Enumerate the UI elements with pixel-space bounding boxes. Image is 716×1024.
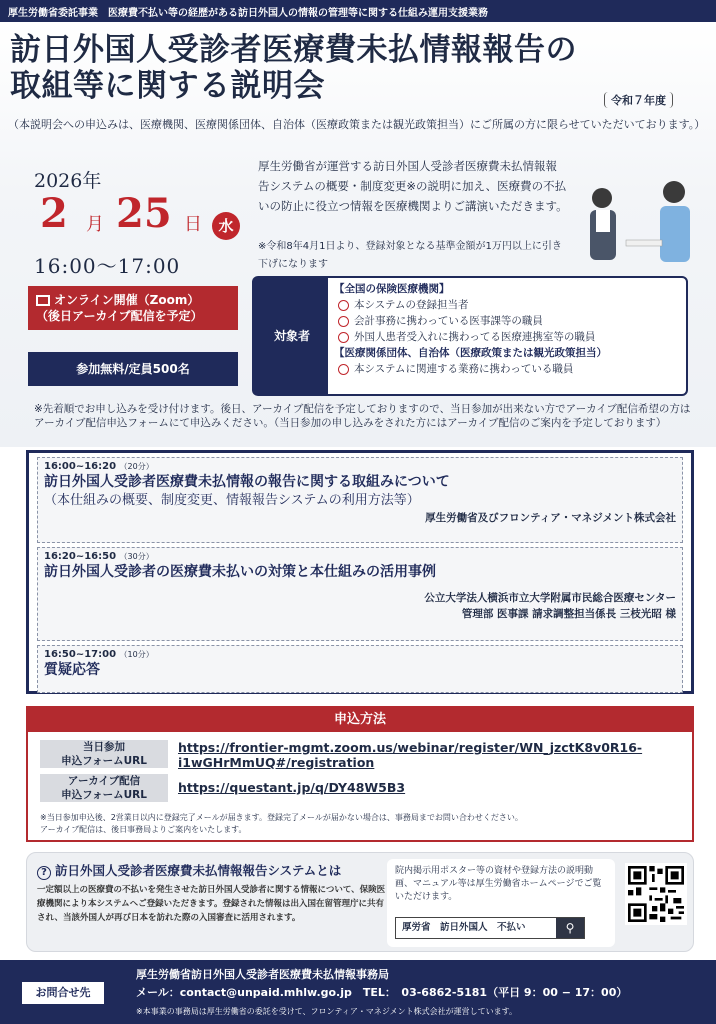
- event-date: [34, 190, 264, 242]
- footer-note: ※本事業の事務局は厚生労働省の委託を受けて、フロンティア・マネジメント株式会社が運営しています。: [136, 1007, 518, 1016]
- event-day-unit: 日: [184, 214, 202, 235]
- eligibility-note: （本説明会への申込みは、医療機関、医療関係団体、自治体（医療政策または観光政策担当）にご所属の方に限らせていただいております。）: [8, 118, 706, 131]
- online-badge: [28, 286, 238, 330]
- system-info-box: [26, 852, 694, 952]
- target-list: [326, 276, 688, 396]
- target-item: 会計事務に携わっている医事課等の職員: [334, 313, 680, 329]
- session-speaker: 厚生労働省及びフロンティア・マネジメント株式会社: [425, 512, 676, 524]
- event-weekday-badge: 水: [212, 212, 240, 240]
- session-title: 訪日外国人受診者の医療費未払いの対策と本仕組みの活用事例: [44, 564, 436, 580]
- search-text: 厚労省 訪日外国人 不払い: [402, 922, 526, 933]
- contact-label: お問合せ先: [22, 982, 104, 1004]
- monitor-icon: [36, 295, 50, 306]
- session-time: 16:20~16:50 （30分）: [44, 551, 154, 562]
- application-heading: 申込方法: [28, 708, 692, 732]
- target-item: 本システムの登録担当者: [334, 297, 680, 313]
- session-time: 16:00~16:20 （20分）: [44, 461, 154, 472]
- banner: 厚生労働省委託事業 医療費不払い等の経歴がある訪日外国人の情報の管理等に関する仕組み運用支援業務: [0, 0, 716, 22]
- event-description: 厚生労働省が運営する訪日外国人受診者医療費未払情報報告システムの概要・制度変更※の説明に加え、医療費の不払いの防止に役立つ情報を医療機関よりご講演いただきます。: [258, 159, 568, 213]
- target-group-2: 【医療関係団体、自治体（医療政策または観光政策担当）: [334, 347, 607, 359]
- system-description: 一定額以上の医療費の不払いを発生させた訪日外国人受診者に関する情報について、保険医療機関により本システムへご登録いただきます。登録された情報は出入国在留管理庁に共有され、当該外国人が再び日本を訪れた際の入国審査に活用されます。: [37, 885, 386, 923]
- event-time: 16:00〜17:00: [34, 254, 181, 278]
- session-item: [37, 645, 683, 693]
- resources-text: 院内掲示用ポスター等の資材や登録方法の説明動画、マニュアル等は厚生労働省ホームページでご覧いただけます。: [395, 866, 602, 902]
- session-speaker-title: 管理部 医事課 請求調整担当係長 三枝光昭 様: [461, 608, 676, 620]
- application-note: ※当日参加申込後、2営業日以内に登録完了メールが届きます。登録完了メールが届かない場合は、事務局までお問い合わせください。 アーカイブ配信は、後日事務局よりご案内をいたします。: [40, 813, 523, 834]
- resources-panel: [387, 859, 615, 947]
- session-item: [37, 547, 683, 641]
- online-label: オンライン開催（Zoom）: [54, 293, 200, 307]
- title-line-1: 訪日外国人受診者医療費未払情報報告の: [10, 32, 577, 68]
- target-item: 外国人患者受入れに携わってる医療連携室等の職員: [334, 329, 680, 345]
- event-description-note: ※令和8年4月1日より、登録対象となる基準金額が1万円以上に引き下げになります: [258, 241, 562, 270]
- event-month: 2: [40, 190, 68, 237]
- footer-contact: メール：contact@unpaid.mhlw.go.jp TEL： 03-6862-5181（平日 9：00 − 17：00）: [136, 986, 628, 999]
- title-line-2: 取組等に関する説明会: [10, 68, 325, 104]
- session-title: 質疑応答: [44, 662, 100, 678]
- archive-label: （後日アーカイブ配信を予定）: [36, 309, 203, 323]
- target-item: 本システムに関連する業務に携わっている職員: [334, 361, 680, 377]
- system-title: ? 訪日外国人受診者医療費未払情報報告システムとは: [37, 861, 341, 880]
- same-day-url-link[interactable]: https://frontier-mgmt.zoom.us/webinar/register/WN_jzctK8v0R16-i1wGHrMmUQ#/registration: [178, 740, 643, 770]
- target-label: 対象者: [252, 276, 332, 396]
- session-speaker: 公立大学法人横浜市立大学附属市民総合医療センター: [424, 592, 676, 604]
- same-day-label: 当日参加 申込フォームURL: [40, 740, 168, 768]
- event-month-unit: 月: [86, 214, 104, 235]
- question-icon: ?: [37, 866, 51, 880]
- footer-org: 厚生労働省訪日外国人受診者医療費未払情報事務局: [136, 968, 389, 981]
- session-item: [37, 457, 683, 543]
- session-title: 訪日外国人受診者医療費未払情報の報告に関する取組みについて: [44, 474, 450, 490]
- program-schedule: [26, 450, 694, 694]
- session-time: 16:50~17:00 （10分）: [44, 649, 154, 660]
- event-year: 2026年: [34, 170, 102, 192]
- qr-code-icon[interactable]: [625, 863, 687, 925]
- search-box[interactable]: [395, 917, 585, 939]
- archive-url-link[interactable]: https://questant.jp/q/DY48W5B3: [178, 780, 406, 795]
- archive-url-label: アーカイブ配信 申込フォームURL: [40, 774, 168, 802]
- fiscal-year-label: 令和７年度: [604, 92, 673, 108]
- people-illustration: [570, 170, 710, 270]
- event-day: 25: [116, 190, 172, 237]
- registration-note: ※先着順でお申し込みを受け付けます。後日、アーカイブ配信を予定しておりますので、当日参加が出来ない方でアーカイブ配信希望の方はアーカイブ配信申込フォームにて申込みください。（当日参加の申し込みをされた方にはアーカイブ配信のご案内を予定しております）: [34, 403, 691, 429]
- footer: [0, 960, 716, 1024]
- application-section: [26, 706, 694, 842]
- session-subtitle: （本仕組みの概要、制度変更、情報報告システムの利用方法等）: [44, 493, 420, 508]
- target-group-1: 【全国の保険医療機関】: [334, 283, 450, 295]
- search-icon[interactable]: ⚲: [556, 918, 584, 938]
- fee-badge: 参加無料/定員500名: [28, 352, 238, 386]
